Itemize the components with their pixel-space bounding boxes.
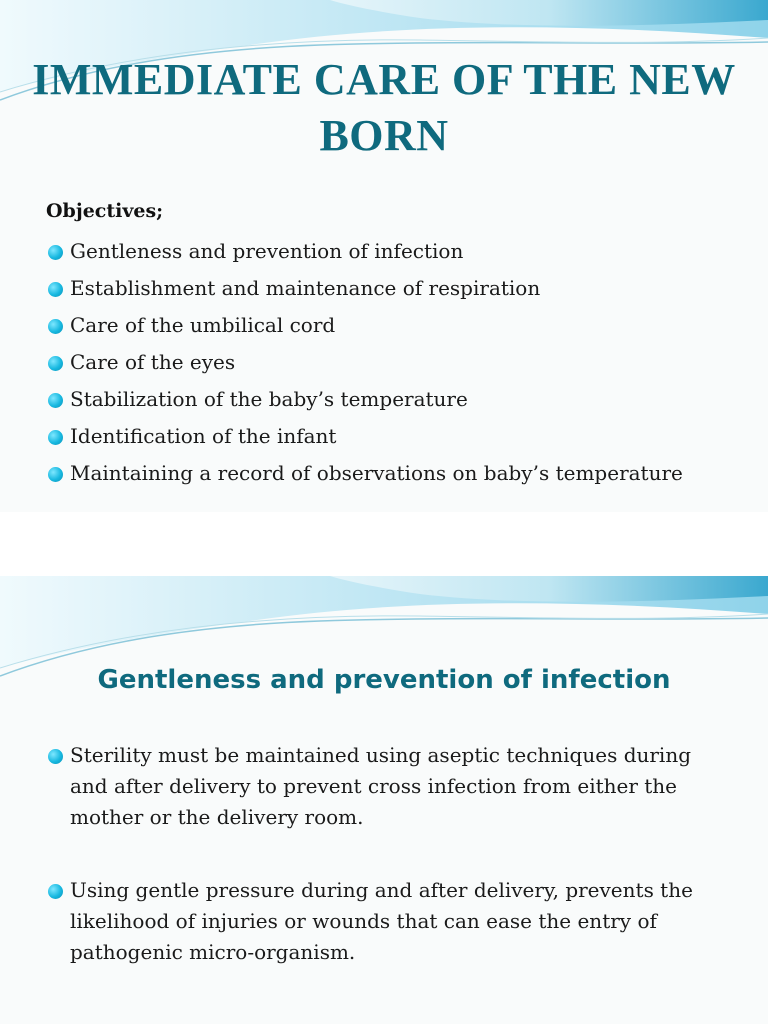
list-item (46, 875, 726, 968)
list-item-text: Identification of the infant (70, 424, 337, 448)
bullet-dot-icon (48, 319, 63, 334)
list-item (46, 421, 726, 452)
list-item (46, 347, 726, 378)
bullet-dot-icon (48, 884, 63, 899)
objectives-list (46, 236, 726, 495)
list-item-text: Using gentle pressure during and after delivery, prevents the likelihood of injuries or wounds that can ease the entry of pathogenic micro-organism. (70, 878, 693, 964)
list-item-text: Establishment and maintenance of respiration (70, 276, 541, 300)
objectives-label: Objectives; (46, 200, 164, 222)
list-item-text: Sterility must be maintained using aseptic techniques during and after delivery to prevent cross infection from either the mother or the delivery room. (70, 743, 692, 829)
list-item (46, 740, 726, 833)
slide-2 (0, 576, 768, 1024)
slide-gap (0, 512, 768, 576)
bullet-dot-icon (48, 430, 63, 445)
list-item-text: Maintaining a record of observations on baby’s temperature (70, 461, 683, 485)
list-item-text: Care of the eyes (70, 350, 236, 374)
bullet-dot-icon (48, 393, 63, 408)
bullet-dot-icon (48, 245, 63, 260)
bullet-dot-icon (48, 467, 63, 482)
list-item-text: Stabilization of the baby’s temperature (70, 387, 468, 411)
list-item (46, 236, 726, 267)
bullet-list (46, 740, 726, 1010)
list-item (46, 384, 726, 415)
list-item-text: Care of the umbilical cord (70, 313, 336, 337)
bullet-dot-icon (48, 282, 63, 297)
slide-title: IMMEDIATE CARE OF THE NEW BORN (32, 55, 736, 160)
list-item-text: Gentleness and prevention of infection (70, 239, 464, 263)
list-item (46, 310, 726, 341)
list-item (46, 458, 726, 489)
list-item (46, 273, 726, 304)
bullet-dot-icon (48, 356, 63, 371)
bullet-dot-icon (48, 749, 63, 764)
slide-title: Gentleness and prevention of infection (97, 665, 671, 695)
